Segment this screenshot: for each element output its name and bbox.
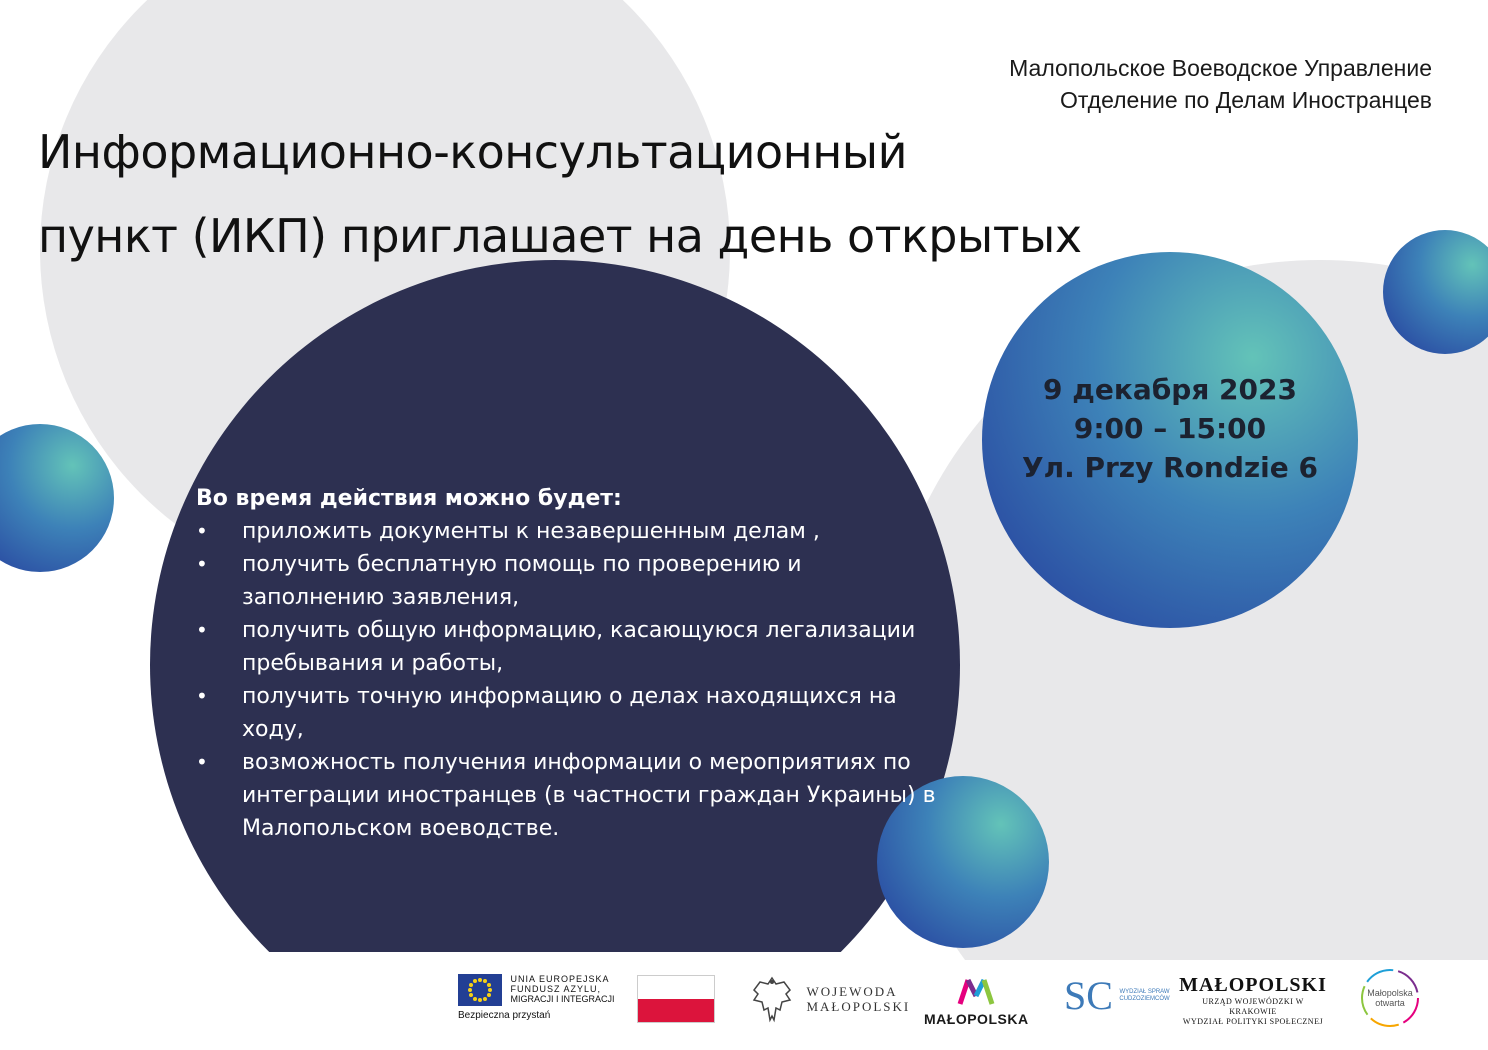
eu-star-icon [469, 983, 473, 987]
eu-text-line-2: FUNDUSZ AZYLU, [510, 984, 601, 994]
eu-tagline: Bezpieczna przystań [458, 1010, 551, 1021]
org-line-1: Малопольское Воеводское Управление [1009, 55, 1432, 81]
org-line-2: Отделение по Делам Иностранцев [1060, 87, 1432, 113]
wojewoda-logo [750, 974, 910, 1024]
eu-star-icon [478, 978, 482, 982]
polish-flag-icon [637, 975, 715, 1023]
eu-star-icon [483, 979, 487, 983]
eagle-icon [750, 974, 794, 1024]
eu-star-icon [473, 979, 477, 983]
wsc-line-2: CUDZOZIEMCÓW [1119, 996, 1170, 1002]
list-item: • возможность получения информации о мероприятиях по интеграции иностранцев (в частности граждан Украины) в Малопольском воеводстве. [196, 746, 941, 845]
eu-star-icon [483, 997, 487, 1001]
eu-logo [458, 974, 614, 1021]
otwarta-line-1: Małopolska [1367, 988, 1413, 998]
event-info [990, 370, 1350, 487]
event-date: 9 декабря 2023 [1043, 373, 1297, 406]
wsc-line-1: WYDZIAŁ SPRAW [1119, 989, 1170, 995]
malopolska-logo [924, 976, 1029, 1027]
eu-star-icon [488, 988, 492, 992]
wojewoda-line-1: WOJEWODA [806, 984, 898, 999]
content-block [196, 482, 941, 845]
wsc-logo [1064, 973, 1170, 1018]
organization-header [1009, 52, 1432, 116]
list-item: • приложить документы к незавершенным делам , [196, 515, 941, 548]
eu-star-icon [473, 997, 477, 1001]
eu-star-icon [469, 993, 473, 997]
event-address: Ул. Przy Rondzie 6 [1022, 451, 1318, 484]
malopolska-otwarta-logo [1358, 966, 1422, 1030]
bubble-left [0, 424, 114, 572]
eu-star-icon [478, 998, 482, 1002]
list-item: • получить точную информацию о делах находящихся на ходу, [196, 680, 941, 746]
event-time: 9:00 – 15:00 [1073, 412, 1267, 445]
uw-line-2: WYDZIAŁ POLITYKI SPOŁECZNEJ [1182, 1017, 1324, 1026]
uw-logo [1178, 974, 1328, 1027]
eu-text-line-1: UNIA EUROPEJSKA [510, 974, 610, 984]
eu-star-icon [468, 988, 472, 992]
content-list [196, 515, 941, 845]
content-heading: Во время действия можно будет: [196, 486, 622, 511]
eu-flag-icon [458, 974, 502, 1006]
otwarta-line-2: otwarta [1375, 998, 1405, 1008]
eu-star-icon [487, 983, 491, 987]
title-line-2: пункт (ИКП) приглашает на день открытых [38, 209, 1082, 263]
list-item: • получить бесплатную помощь по проверению и заполнению заявления, [196, 548, 941, 614]
eu-text-line-3: MIGRACJI I INTEGRACJI [510, 994, 615, 1004]
uw-title: MAŁOPOLSKI [1179, 974, 1327, 996]
uw-line-1: URZĄD WOJEWÓDZKI W KRAKOWIE [1202, 997, 1304, 1016]
footer-logos [0, 960, 1488, 1050]
sc-mark: SC [1064, 973, 1113, 1018]
page-title [38, 110, 1082, 278]
list-item: • получить общую информацию, касающуюся легализации пребывания и работы, [196, 614, 941, 680]
title-line-1: Информационно-консультационный [38, 125, 908, 179]
malopolska-text: MAŁOPOLSKA [924, 1011, 1029, 1027]
eu-star-icon [487, 993, 491, 997]
malopolska-m-icon [956, 976, 996, 1006]
wojewoda-line-2: MAŁOPOLSKI [806, 999, 911, 1014]
